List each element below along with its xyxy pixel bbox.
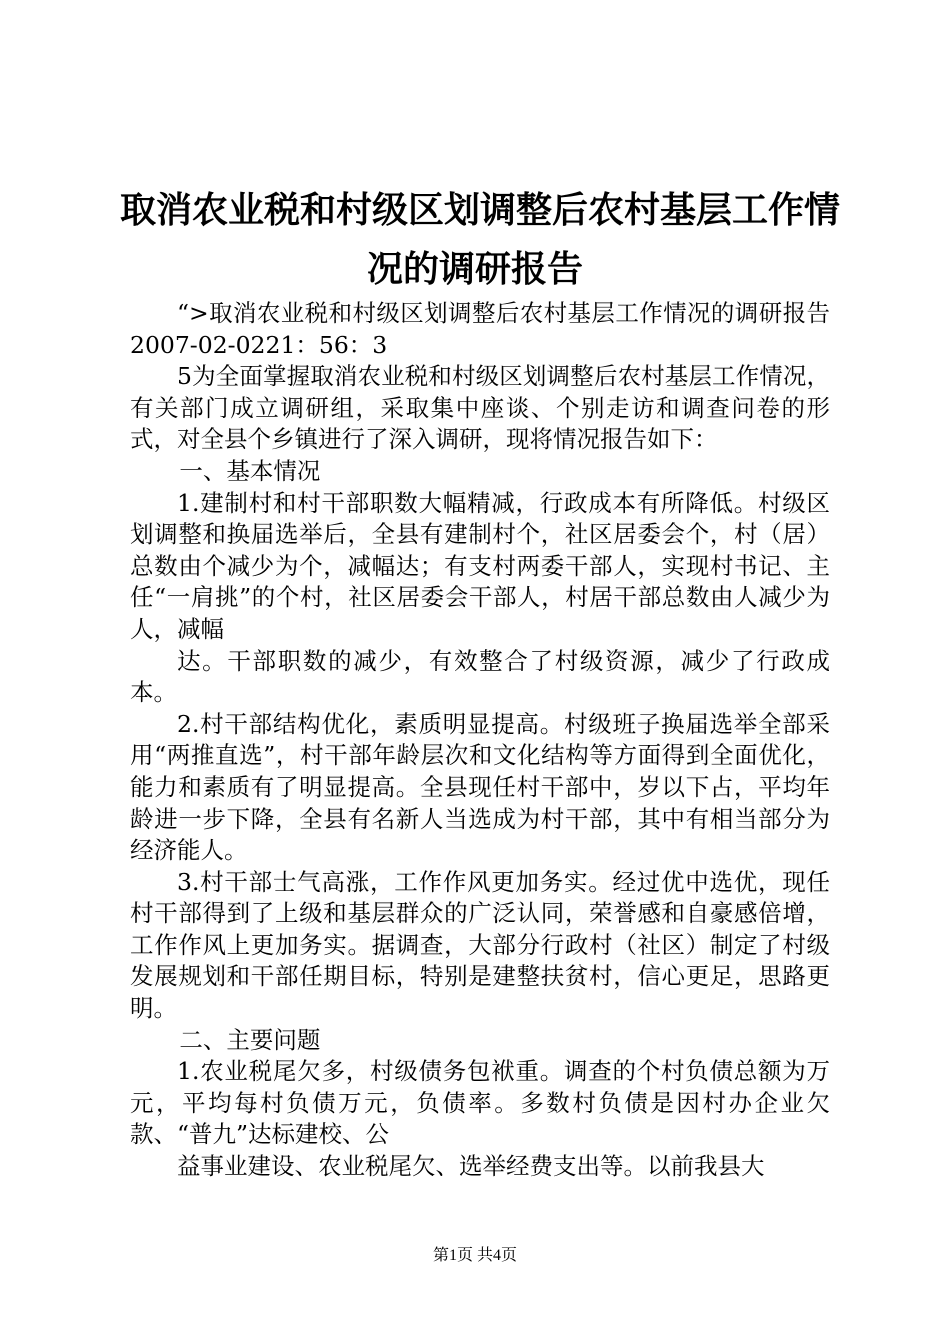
document-title-line-2: 况的调研报告	[366, 248, 583, 290]
document-title-line-1: 取消农业税和村级区划调整后农村基层工作情	[120, 189, 841, 231]
paragraph-basic-1: 1.建制村和村干部职数大幅精减，行政成本有所降低。村级区划调整和换届选举后，全县有建制村个，社区居委会个，村（居）总数由个减少为个，减幅达；有支村两委干部人，实现村书记、主任“一肩挑”的个村，社区居委会干部人，村居干部总数由人减少为人，减幅	[130, 488, 830, 643]
paragraph-basic-1-continued: 达。干部职数的减少，有效整合了村级资源，减少了行政成本。	[130, 646, 830, 707]
purpose-paragraph: 5为全面掌握取消农业税和村级区划调整后农村基层工作情况，有关部门成立调研组，采取集中座谈、个别走访和调查问卷的形式，对全县个乡镇进行了深入调研，现将情况报告如下：	[130, 362, 830, 454]
document-body	[130, 298, 830, 1183]
paragraph-basic-2: 2.村干部结构优化，素质明显提高。村级班子换届选举全部采用“两推直选”，村干部年龄层次和文化结构等方面得到全面优化，能力和素质有了明显提高。全县现任村干部中，岁以下占，平均年龄进一步下降，全县有名新人当选成为村干部，其中有相当部分为经济能人。	[130, 709, 830, 865]
page-footer: 第1页 共4页	[432, 1247, 517, 1264]
intro-paragraph: “>取消农业税和村级区划调整后农村基层工作情况的调研报告2007-02-0221：56：3	[130, 299, 830, 359]
section-heading-basic-situation: 一、基本情况	[179, 456, 321, 485]
paragraph-basic-3: 3.村干部士气高涨，工作作风更加务实。经过优中选优，现任村干部得到了上级和基层群众的广泛认同，荣誉感和自豪感倍增，工作作风上更加务实。据调查，大部分行政村（社区）制定了村级发展规划和干部任期目标，特别是建整扶贫村，信心更足，思路更明。	[130, 867, 830, 1023]
paragraph-problem-1: 1.农业税尾欠多，村级债务包袱重。调查的个村负债总额为万元，平均每村负债万元，负债率。多数村负债是因村办企业欠款、“普九”达标建校、公	[130, 1057, 830, 1149]
paragraph-problem-1-continued: 益事业建设、农业税尾欠、选举经费支出等。以前我县大	[177, 1152, 765, 1181]
section-heading-main-problems: 二、主要问题	[179, 1025, 321, 1054]
